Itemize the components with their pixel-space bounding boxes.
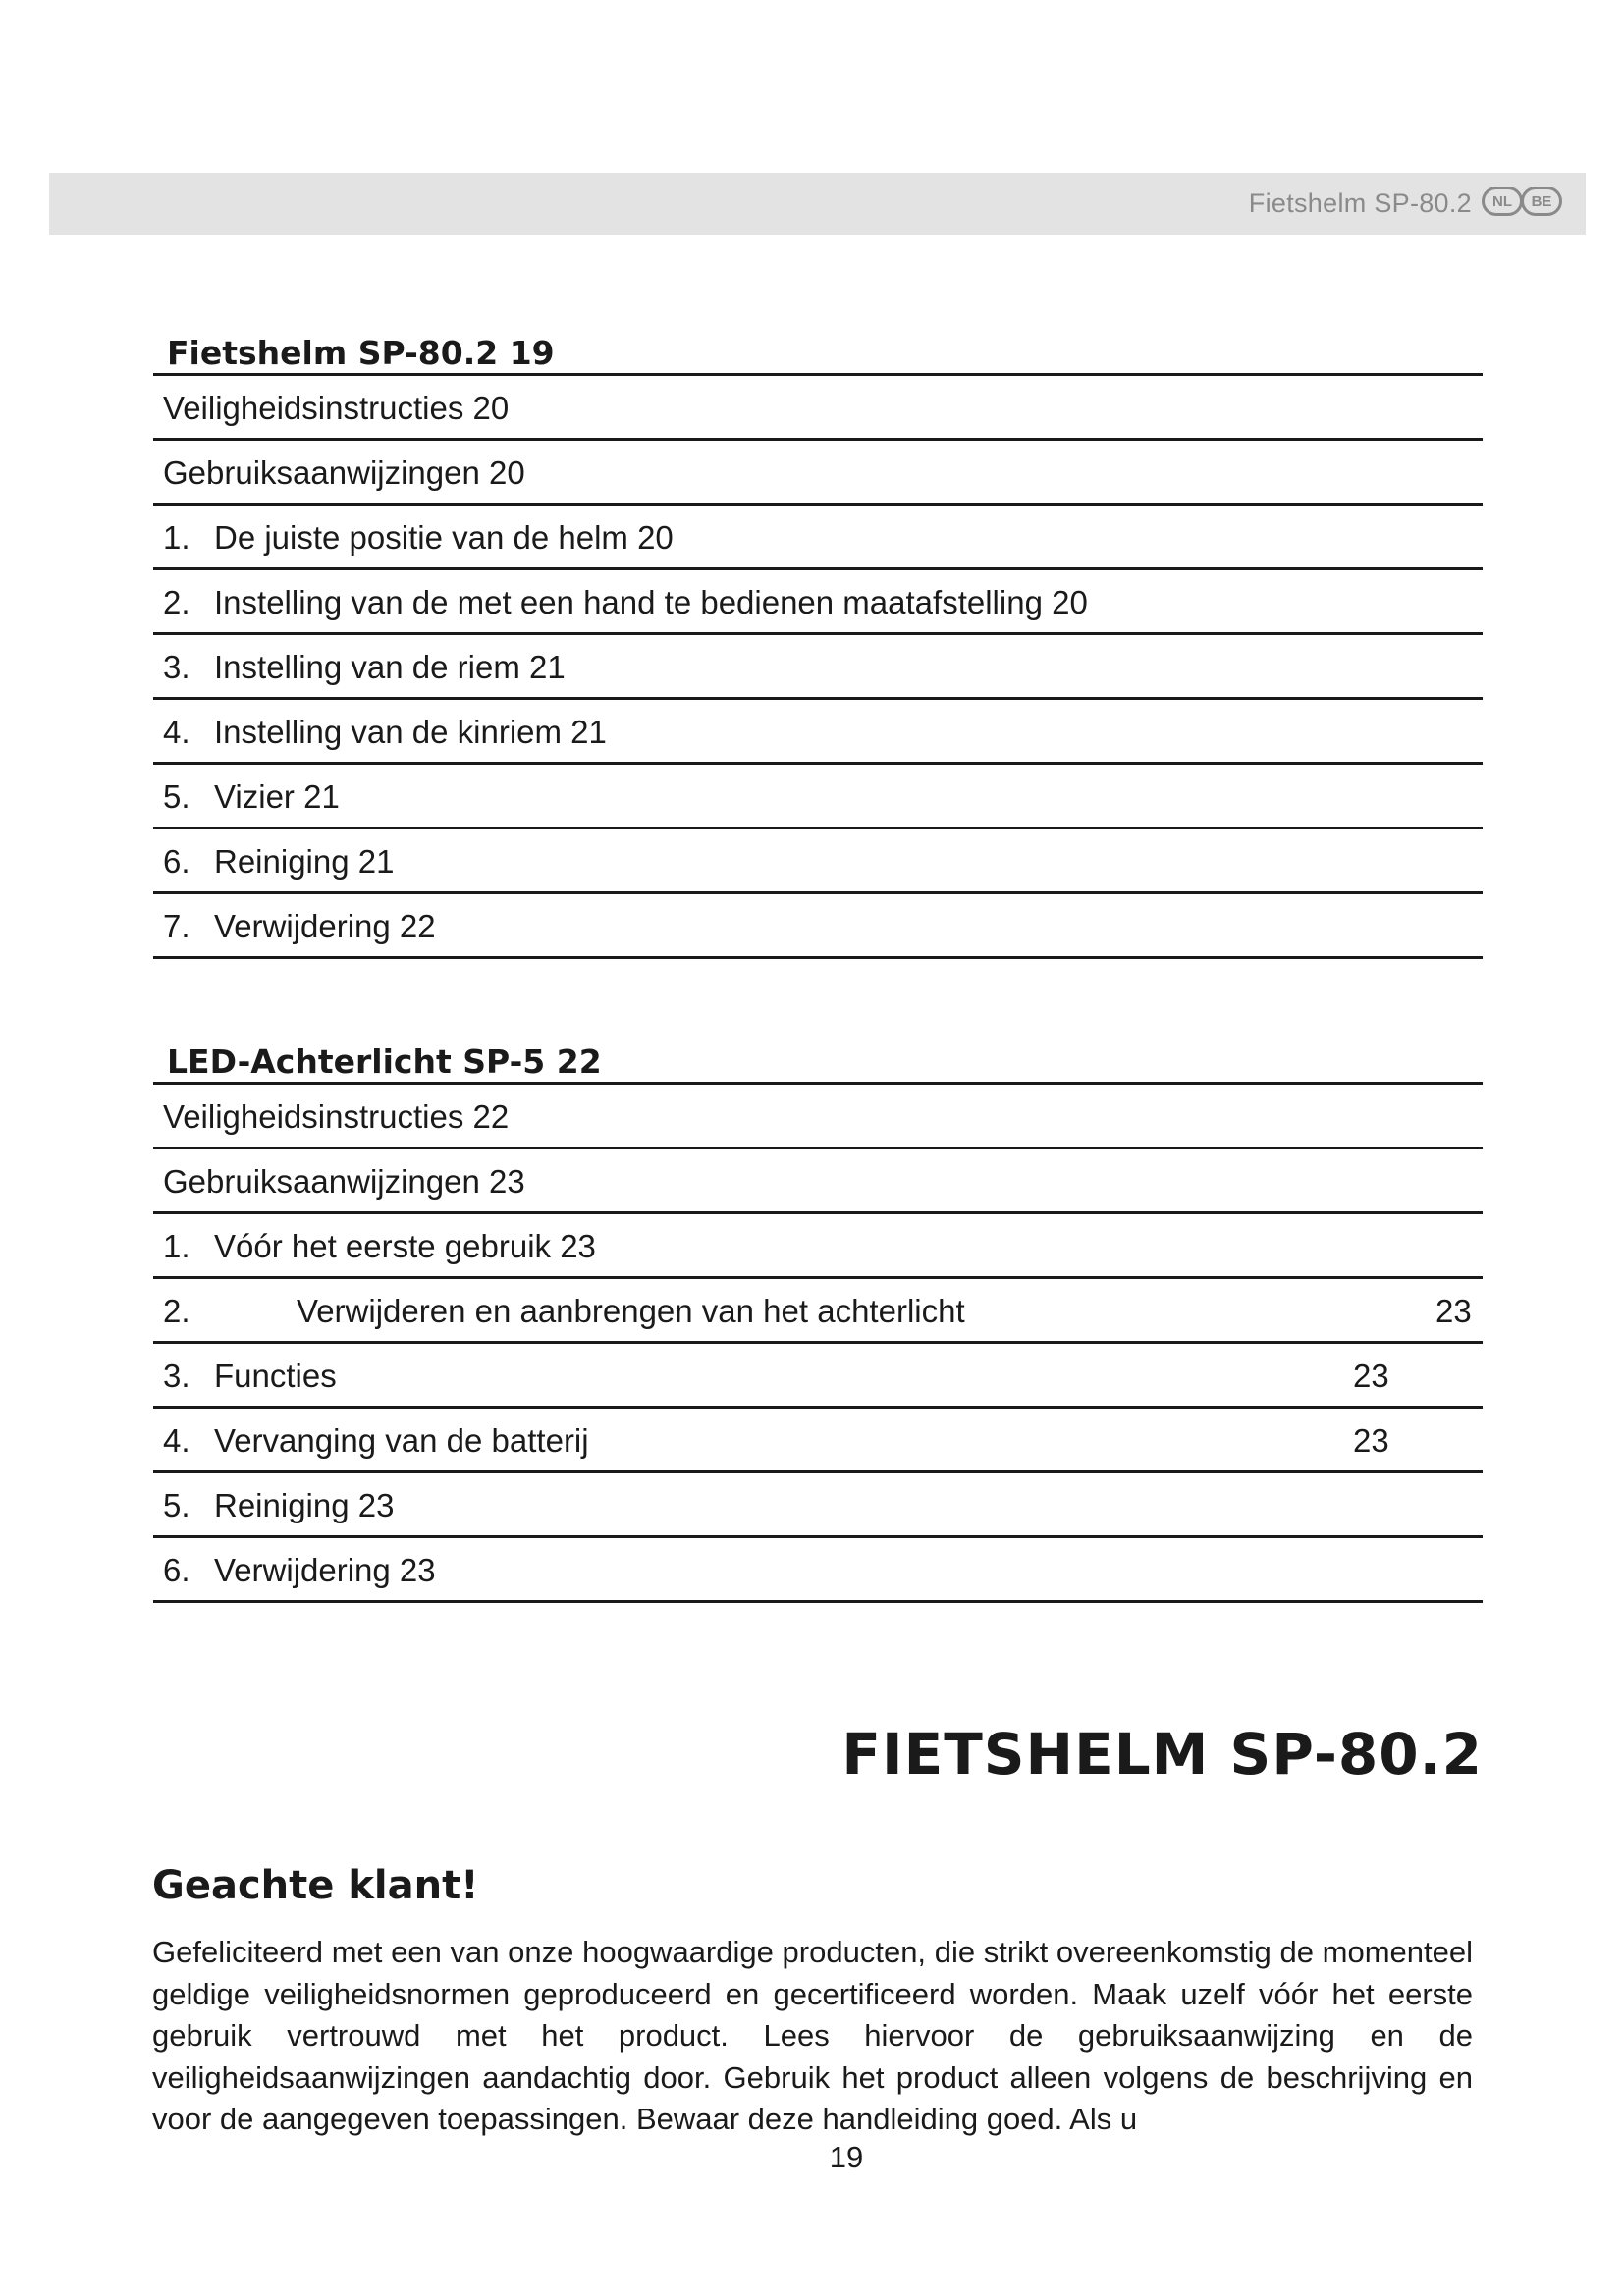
toc-entry-text: Instelling van de met een hand te bedienen maatafstelling 20	[214, 584, 1088, 620]
country-badge-be: BE	[1521, 187, 1562, 216]
toc-entry-number: 5.	[163, 1487, 190, 1523]
page-title: FIETSHELM SP-80.2	[841, 1721, 1483, 1788]
toc-entry-number: 6.	[163, 1552, 190, 1588]
running-header	[49, 173, 1586, 235]
toc-entry[interactable]	[153, 506, 1483, 570]
toc-entry[interactable]	[153, 441, 1483, 506]
toc-entry[interactable]	[153, 1085, 1483, 1149]
table-of-contents-taillight	[153, 1042, 1483, 1603]
toc-entry-text: Veiligheidsinstructies 20	[163, 390, 510, 426]
toc-entry-text: Verwijderen en aanbrengen van het achterlicht	[297, 1293, 965, 1329]
toc-entry-text: Reiniging 23	[214, 1487, 395, 1523]
country-badge-nl: NL	[1482, 187, 1523, 216]
section-heading: Geachte klant!	[152, 1863, 479, 1908]
toc-entry[interactable]	[153, 570, 1483, 635]
toc-entry-text: Instelling van de kinriem 21	[214, 714, 607, 750]
toc-entry[interactable]	[153, 765, 1483, 829]
toc-entry[interactable]	[153, 829, 1483, 894]
toc-entry[interactable]	[153, 1344, 1483, 1409]
toc-entry-number: 2.	[163, 584, 190, 620]
toc-entry-number: 1.	[163, 519, 190, 556]
toc-entry-text: Vóór het eerste gebruik 23	[214, 1228, 596, 1264]
toc-entry-text: Instelling van de riem 21	[214, 649, 566, 685]
toc-entry-text: Vervanging van de batterij	[214, 1422, 589, 1459]
toc-entry-number: 4.	[163, 714, 190, 750]
toc-entry[interactable]	[153, 1409, 1483, 1473]
toc-entry-number: 7.	[163, 908, 190, 944]
toc-entry-page: 23	[1353, 1358, 1389, 1394]
toc-entry-number: 2.	[163, 1293, 190, 1329]
toc-entry[interactable]	[153, 635, 1483, 700]
toc-entry-number: 3.	[163, 649, 190, 685]
page-number: 19	[829, 2140, 864, 2174]
toc-entry[interactable]	[153, 894, 1483, 959]
toc-entry[interactable]	[153, 1538, 1483, 1603]
toc-heading: Fietshelm SP-80.2 19	[153, 334, 1483, 376]
toc-entry[interactable]	[153, 376, 1483, 441]
toc-entry-page: 23	[1435, 1293, 1472, 1329]
toc-entry-number: 6.	[163, 843, 190, 880]
toc-entry-text: Gebruiksaanwijzingen 20	[163, 454, 525, 491]
toc-entry-number: 1.	[163, 1228, 190, 1264]
toc-entry[interactable]	[153, 1279, 1483, 1344]
table-of-contents-helmet	[153, 334, 1483, 959]
toc-entry-text: Gebruiksaanwijzingen 23	[163, 1163, 525, 1200]
toc-entry-number: 4.	[163, 1422, 190, 1459]
toc-entry-text: Veiligheidsinstructies 22	[163, 1098, 510, 1135]
toc-entry[interactable]	[153, 700, 1483, 765]
toc-entry-text: Vizier 21	[214, 778, 340, 815]
toc-entry[interactable]	[153, 1473, 1483, 1538]
toc-entry[interactable]	[153, 1149, 1483, 1214]
toc-entry-text: Verwijdering 23	[214, 1552, 436, 1588]
toc-entry-text: Verwijdering 22	[214, 908, 436, 944]
body-paragraph: Gefeliciteerd met een van onze hoogwaardige producten, die strikt overeenkomstig de momenteel geldige veiligheidsnormen geproduceerd en gecertificeerd worden. Maak uzelf vóór het eerste gebruik vertrouwd met het product. Lees hiervoor de gebruiksaanwijzing en de veiligheidsaanwijzingen aandachtig door. Gebruik het product alleen volgens de beschrijving en voor de aangegeven toepassingen. Bewaar deze handleiding goed. Als u	[152, 1935, 1473, 2136]
header-title: Fietshelm SP-80.2	[1248, 188, 1472, 218]
toc-entry-text: Reiniging 21	[214, 843, 395, 880]
toc-entry-number: 3.	[163, 1358, 190, 1394]
toc-entry-text: De juiste positie van de helm 20	[214, 519, 674, 556]
toc-entry-number: 5.	[163, 778, 190, 815]
toc-entry-page: 23	[1353, 1422, 1389, 1459]
toc-heading: LED-Achterlicht SP-5 22	[153, 1042, 1483, 1085]
toc-entry[interactable]	[153, 1214, 1483, 1279]
toc-entry-text: Functies	[214, 1358, 337, 1394]
